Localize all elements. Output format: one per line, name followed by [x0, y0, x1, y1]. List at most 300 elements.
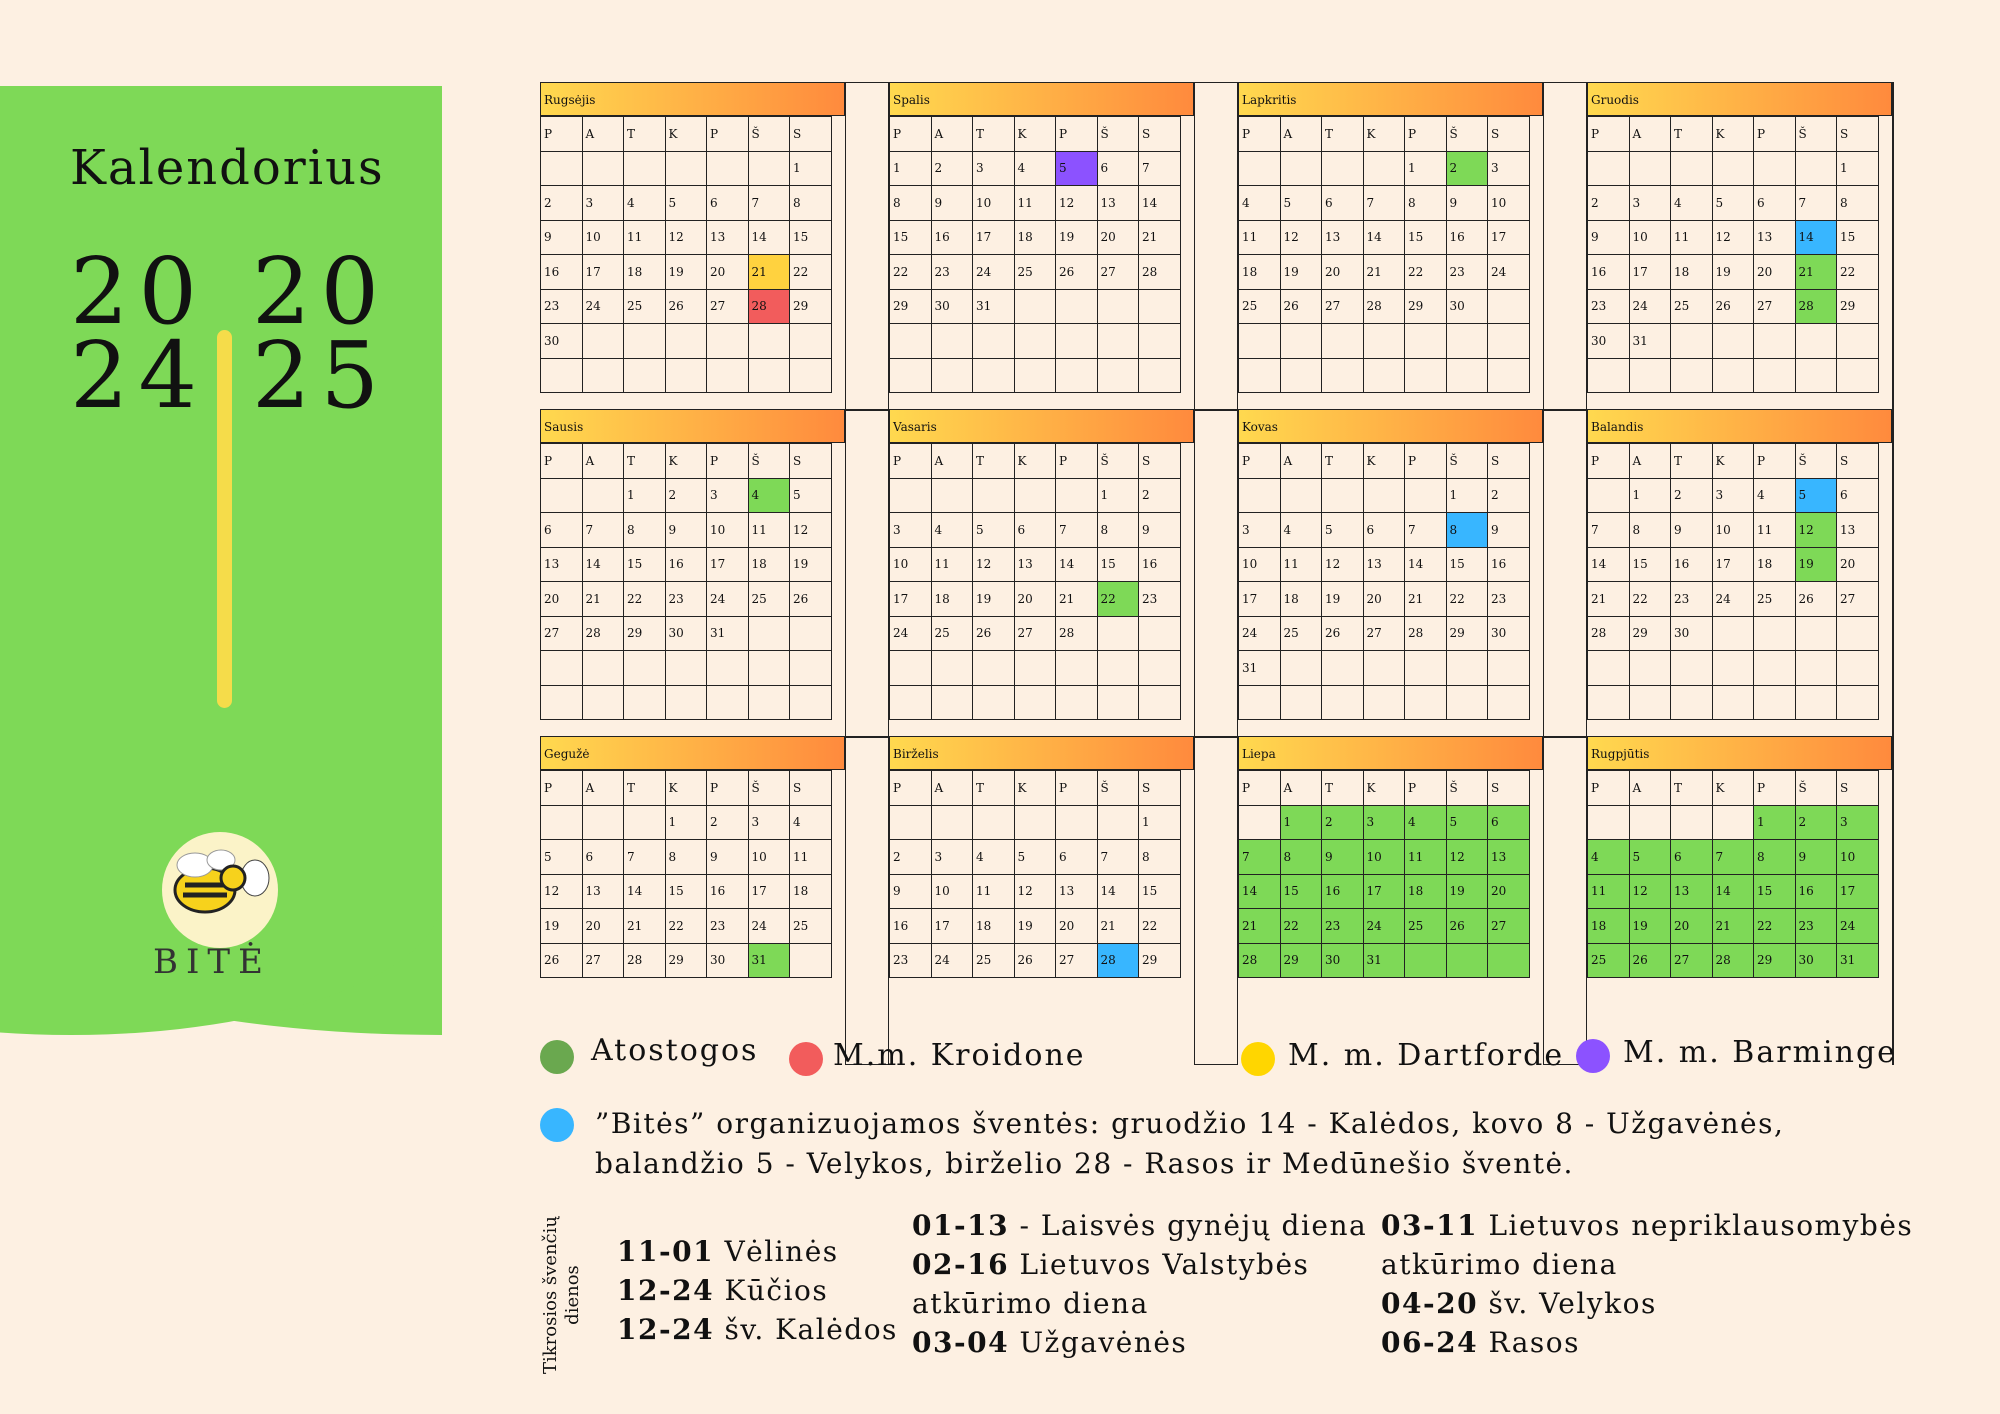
day-cell [1056, 289, 1098, 324]
day-cell: 22 [665, 909, 707, 944]
day-cell: 6 [1097, 151, 1139, 186]
day-cell: 19 [665, 255, 707, 290]
weekday-label: P [1588, 444, 1630, 479]
day-cell: 1 [1446, 478, 1488, 513]
day-cell: 20 [1056, 909, 1098, 944]
day-cell: 8 [1629, 513, 1671, 548]
day-cell [1671, 805, 1713, 840]
day-cell: 25 [1239, 289, 1281, 324]
day-cell [1795, 616, 1837, 651]
day-cell: 1 [1754, 805, 1796, 840]
day-cell: 23 [1488, 582, 1530, 617]
day-cell: 5 [1795, 478, 1837, 513]
day-cell [1014, 358, 1056, 393]
month-gap [1194, 82, 1238, 411]
day-cell: 17 [890, 582, 932, 617]
day-cell: 12 [1446, 840, 1488, 875]
holidays-column-1 [617, 1232, 898, 1349]
day-cell [748, 151, 790, 186]
day-cell [582, 651, 624, 686]
weekday-label: S [1837, 117, 1879, 152]
day-cell: 29 [890, 289, 932, 324]
legend-label-croydon: M.m. Kroidone [833, 1038, 1086, 1073]
weekday-label: T [624, 444, 666, 479]
day-cell: 23 [890, 943, 932, 978]
year-divider [217, 330, 232, 708]
day-cell: 13 [1014, 547, 1056, 582]
weekday-label: Š [748, 444, 790, 479]
day-cell: 25 [1280, 616, 1322, 651]
legend-label-dartford: M. m. Dartforde [1288, 1038, 1565, 1073]
day-cell: 16 [707, 874, 749, 909]
weekday-label: P [541, 117, 583, 152]
day-cell: 11 [931, 547, 973, 582]
day-cell [973, 651, 1015, 686]
day-cell: 30 [1671, 616, 1713, 651]
day-cell: 19 [1446, 874, 1488, 909]
day-cell [1139, 324, 1181, 359]
weekday-label: P [1754, 117, 1796, 152]
day-cell: 28 [1363, 289, 1405, 324]
day-cell: 17 [931, 909, 973, 944]
day-cell [1446, 943, 1488, 978]
month-grid [889, 116, 1181, 393]
day-cell: 18 [1239, 255, 1281, 290]
day-cell [931, 685, 973, 720]
day-cell: 11 [1405, 840, 1447, 875]
day-cell: 19 [1712, 255, 1754, 290]
weekday-label: S [790, 444, 832, 479]
day-cell [748, 324, 790, 359]
day-cell: 1 [790, 151, 832, 186]
day-cell: 20 [1363, 582, 1405, 617]
day-cell: 22 [1280, 909, 1322, 944]
day-cell: 21 [624, 909, 666, 944]
weekday-label: A [582, 117, 624, 152]
weekday-label: A [1280, 444, 1322, 479]
day-cell: 18 [931, 582, 973, 617]
day-cell [1322, 651, 1364, 686]
day-cell [1405, 651, 1447, 686]
day-cell: 22 [1446, 582, 1488, 617]
day-cell: 1 [1139, 805, 1181, 840]
day-cell: 29 [1754, 943, 1796, 978]
day-cell: 25 [973, 943, 1015, 978]
day-cell: 3 [931, 840, 973, 875]
weekday-label: A [931, 444, 973, 479]
day-cell: 22 [890, 255, 932, 290]
day-cell: 4 [1280, 513, 1322, 548]
day-cell: 18 [1671, 255, 1713, 290]
day-cell [890, 685, 932, 720]
day-cell [1056, 651, 1098, 686]
day-cell: 2 [1671, 478, 1713, 513]
month-grid [889, 443, 1181, 720]
day-cell: 8 [1405, 186, 1447, 221]
day-cell [1322, 478, 1364, 513]
day-cell: 16 [1139, 547, 1181, 582]
day-cell [973, 805, 1015, 840]
day-cell: 8 [890, 186, 932, 221]
day-cell: 6 [1754, 186, 1796, 221]
weekday-label: T [624, 117, 666, 152]
holiday-entry: 02-16 Lietuvos Valstybės [912, 1248, 1310, 1281]
weekday-label: S [1488, 117, 1530, 152]
weekday-label: S [1139, 771, 1181, 806]
day-cell [1712, 151, 1754, 186]
day-cell [1322, 685, 1364, 720]
day-cell: 27 [1363, 616, 1405, 651]
weekday-label: Š [1097, 444, 1139, 479]
weekday-label: T [1671, 117, 1713, 152]
day-cell [931, 478, 973, 513]
day-cell: 31 [1363, 943, 1405, 978]
day-cell: 18 [1405, 874, 1447, 909]
day-cell: 28 [624, 943, 666, 978]
weekday-label: Š [1795, 771, 1837, 806]
day-cell: 7 [1139, 151, 1181, 186]
day-cell: 5 [541, 840, 583, 875]
day-cell: 30 [1795, 943, 1837, 978]
day-cell: 19 [1280, 255, 1322, 290]
day-cell: 13 [541, 547, 583, 582]
day-cell: 20 [541, 582, 583, 617]
day-cell: 6 [1056, 840, 1098, 875]
day-cell: 8 [1139, 840, 1181, 875]
day-cell [1754, 616, 1796, 651]
day-cell [1363, 478, 1405, 513]
day-cell [665, 324, 707, 359]
day-cell: 30 [707, 943, 749, 978]
day-cell: 3 [890, 513, 932, 548]
weekday-label: P [1405, 771, 1447, 806]
day-cell [1239, 358, 1281, 393]
weekday-label: Š [1446, 771, 1488, 806]
day-cell [624, 685, 666, 720]
weekday-label: P [1056, 444, 1098, 479]
day-cell: 4 [1754, 478, 1796, 513]
weekday-label: P [707, 444, 749, 479]
month-grid [1238, 443, 1530, 720]
day-cell: 28 [748, 289, 790, 324]
weekday-label: S [1488, 444, 1530, 479]
weekday-label: P [1588, 771, 1630, 806]
day-cell: 24 [1363, 909, 1405, 944]
day-cell [1446, 651, 1488, 686]
day-cell: 13 [1056, 874, 1098, 909]
day-cell: 30 [931, 289, 973, 324]
weekday-label: T [1671, 444, 1713, 479]
day-cell [1405, 358, 1447, 393]
day-cell: 23 [1446, 255, 1488, 290]
day-cell [1363, 685, 1405, 720]
day-cell [1712, 616, 1754, 651]
day-cell [890, 805, 932, 840]
day-cell [1056, 358, 1098, 393]
day-cell: 25 [790, 909, 832, 944]
month-header: Kovas [1238, 409, 1543, 443]
day-cell [1322, 151, 1364, 186]
day-cell [1014, 651, 1056, 686]
weekday-label: S [1837, 771, 1879, 806]
day-cell: 13 [707, 220, 749, 255]
day-cell [624, 324, 666, 359]
day-cell: 2 [1446, 151, 1488, 186]
day-cell [1097, 358, 1139, 393]
weekday-label: A [582, 771, 624, 806]
day-cell: 9 [931, 186, 973, 221]
day-cell: 5 [973, 513, 1015, 548]
day-cell [1405, 685, 1447, 720]
day-cell [1837, 324, 1879, 359]
weekday-label: K [1712, 444, 1754, 479]
day-cell: 24 [1629, 289, 1671, 324]
day-cell: 15 [790, 220, 832, 255]
day-cell: 5 [665, 186, 707, 221]
day-cell [1446, 685, 1488, 720]
day-cell: 13 [582, 874, 624, 909]
day-cell: 19 [790, 547, 832, 582]
day-cell [1280, 651, 1322, 686]
day-cell [582, 685, 624, 720]
day-cell: 16 [665, 547, 707, 582]
day-cell: 12 [1056, 186, 1098, 221]
day-cell: 25 [931, 616, 973, 651]
weekday-label: A [1280, 117, 1322, 152]
day-cell: 26 [1446, 909, 1488, 944]
day-cell [1754, 651, 1796, 686]
day-cell: 19 [541, 909, 583, 944]
day-cell: 8 [1280, 840, 1322, 875]
day-cell: 28 [582, 616, 624, 651]
day-cell: 24 [890, 616, 932, 651]
day-cell: 10 [890, 547, 932, 582]
day-cell [931, 651, 973, 686]
day-cell [1837, 358, 1879, 393]
day-cell: 19 [1795, 547, 1837, 582]
day-cell: 28 [1588, 616, 1630, 651]
day-cell: 24 [1712, 582, 1754, 617]
day-cell [790, 616, 832, 651]
day-cell [582, 805, 624, 840]
weekday-label: Š [1795, 444, 1837, 479]
legend-dot-croydon [789, 1042, 823, 1076]
day-cell [1488, 289, 1530, 324]
day-cell: 15 [665, 874, 707, 909]
holiday-entry: 12-24 šv. Kalėdos [617, 1313, 898, 1346]
day-cell: 24 [1837, 909, 1879, 944]
weekday-label: P [890, 444, 932, 479]
day-cell: 17 [1488, 220, 1530, 255]
day-cell [973, 685, 1015, 720]
day-cell [1712, 805, 1754, 840]
day-cell: 9 [1139, 513, 1181, 548]
day-cell: 24 [582, 289, 624, 324]
day-cell: 15 [1629, 547, 1671, 582]
day-cell [1014, 685, 1056, 720]
day-cell: 25 [1754, 582, 1796, 617]
month-header: Vasaris [889, 409, 1194, 443]
day-cell: 14 [1097, 874, 1139, 909]
holiday-entry: 03-11 Lietuvos nepriklausomybės [1381, 1209, 1914, 1242]
day-cell [1239, 478, 1281, 513]
day-cell: 29 [1139, 943, 1181, 978]
day-cell: 5 [1056, 151, 1098, 186]
day-cell: 4 [1405, 805, 1447, 840]
day-cell: 19 [1629, 909, 1671, 944]
day-cell [1712, 358, 1754, 393]
month-header: Balandis [1587, 409, 1892, 443]
day-cell: 22 [1139, 909, 1181, 944]
day-cell [1629, 358, 1671, 393]
weekday-label: T [1322, 771, 1364, 806]
day-cell: 5 [790, 478, 832, 513]
day-cell: 17 [748, 874, 790, 909]
day-cell [748, 651, 790, 686]
day-cell: 26 [1795, 582, 1837, 617]
day-cell [582, 151, 624, 186]
day-cell [931, 324, 973, 359]
day-cell: 10 [1712, 513, 1754, 548]
day-cell: 5 [1629, 840, 1671, 875]
day-cell: 20 [1097, 220, 1139, 255]
day-cell: 3 [973, 151, 1015, 186]
day-cell [1056, 478, 1098, 513]
day-cell: 13 [1322, 220, 1364, 255]
day-cell: 14 [1712, 874, 1754, 909]
day-cell: 16 [1588, 255, 1630, 290]
day-cell [1056, 805, 1098, 840]
day-cell: 16 [931, 220, 973, 255]
day-cell: 23 [931, 255, 973, 290]
day-cell [1239, 324, 1281, 359]
day-cell: 28 [1139, 255, 1181, 290]
day-cell: 4 [1671, 186, 1713, 221]
day-cell [541, 651, 583, 686]
weekday-label: T [973, 117, 1015, 152]
day-cell [890, 358, 932, 393]
day-cell: 22 [1629, 582, 1671, 617]
day-cell: 21 [1405, 582, 1447, 617]
day-cell: 2 [890, 840, 932, 875]
weekday-label: T [973, 771, 1015, 806]
day-cell: 16 [1446, 220, 1488, 255]
day-cell: 15 [1405, 220, 1447, 255]
day-cell [1239, 805, 1281, 840]
day-cell: 23 [541, 289, 583, 324]
month-gap [1892, 82, 1894, 411]
day-cell: 31 [748, 943, 790, 978]
day-cell: 20 [707, 255, 749, 290]
day-cell: 25 [624, 289, 666, 324]
day-cell: 24 [1239, 616, 1281, 651]
day-cell [1097, 805, 1139, 840]
legend-label-barming: M. m. Barminge [1623, 1035, 1897, 1070]
day-cell: 7 [1795, 186, 1837, 221]
day-cell [582, 358, 624, 393]
day-cell: 7 [1588, 513, 1630, 548]
day-cell: 20 [582, 909, 624, 944]
day-cell: 21 [1588, 582, 1630, 617]
day-cell [624, 358, 666, 393]
day-cell: 12 [1795, 513, 1837, 548]
day-cell: 14 [624, 874, 666, 909]
day-cell [748, 685, 790, 720]
day-cell: 3 [1837, 805, 1879, 840]
day-cell: 10 [1363, 840, 1405, 875]
day-cell [1363, 358, 1405, 393]
day-cell: 20 [1754, 255, 1796, 290]
day-cell [541, 478, 583, 513]
day-cell: 10 [931, 874, 973, 909]
holidays-column-3 [1381, 1206, 1913, 1362]
day-cell: 14 [1405, 547, 1447, 582]
day-cell [1097, 289, 1139, 324]
day-cell: 23 [1588, 289, 1630, 324]
day-cell [1405, 478, 1447, 513]
day-cell: 13 [1488, 840, 1530, 875]
day-cell: 18 [748, 547, 790, 582]
day-cell: 31 [1837, 943, 1879, 978]
day-cell: 14 [1139, 186, 1181, 221]
day-cell: 3 [1239, 513, 1281, 548]
day-cell: 21 [1239, 909, 1281, 944]
weekday-label: K [1014, 444, 1056, 479]
day-cell [1629, 151, 1671, 186]
weekday-label: T [1322, 117, 1364, 152]
day-cell [1280, 478, 1322, 513]
day-cell: 4 [748, 478, 790, 513]
weekday-label: A [1629, 771, 1671, 806]
day-cell: 27 [1754, 289, 1796, 324]
day-cell [624, 151, 666, 186]
day-cell: 9 [707, 840, 749, 875]
day-cell: 22 [1097, 582, 1139, 617]
day-cell [1671, 358, 1713, 393]
month-grid [1587, 770, 1879, 978]
day-cell: 22 [790, 255, 832, 290]
day-cell: 1 [665, 805, 707, 840]
day-cell [1754, 151, 1796, 186]
day-cell: 22 [624, 582, 666, 617]
day-cell: 6 [1837, 478, 1879, 513]
day-cell: 8 [665, 840, 707, 875]
day-cell: 23 [1671, 582, 1713, 617]
day-cell: 12 [1712, 220, 1754, 255]
events-note-line2: balandžio 5 - Velykos, birželio 28 - Rasos ir Medūnešio šventė. [595, 1147, 1574, 1180]
weekday-label: A [1629, 117, 1671, 152]
day-cell [890, 478, 932, 513]
day-cell: 11 [1239, 220, 1281, 255]
logo-text: BITĖ [153, 942, 271, 982]
weekday-label: Š [748, 771, 790, 806]
day-cell: 30 [541, 324, 583, 359]
day-cell [1363, 151, 1405, 186]
day-cell [1405, 943, 1447, 978]
legend-dot-barming [1576, 1039, 1610, 1073]
day-cell: 8 [1097, 513, 1139, 548]
day-cell [1795, 358, 1837, 393]
day-cell [1671, 324, 1713, 359]
day-cell: 15 [1446, 547, 1488, 582]
weekday-label: T [1322, 444, 1364, 479]
day-cell [1280, 685, 1322, 720]
year-end-top: 20 [252, 238, 390, 345]
month-header: Gegužė [540, 736, 845, 770]
day-cell [1488, 943, 1530, 978]
weekday-label: Š [1795, 117, 1837, 152]
day-cell [1280, 324, 1322, 359]
